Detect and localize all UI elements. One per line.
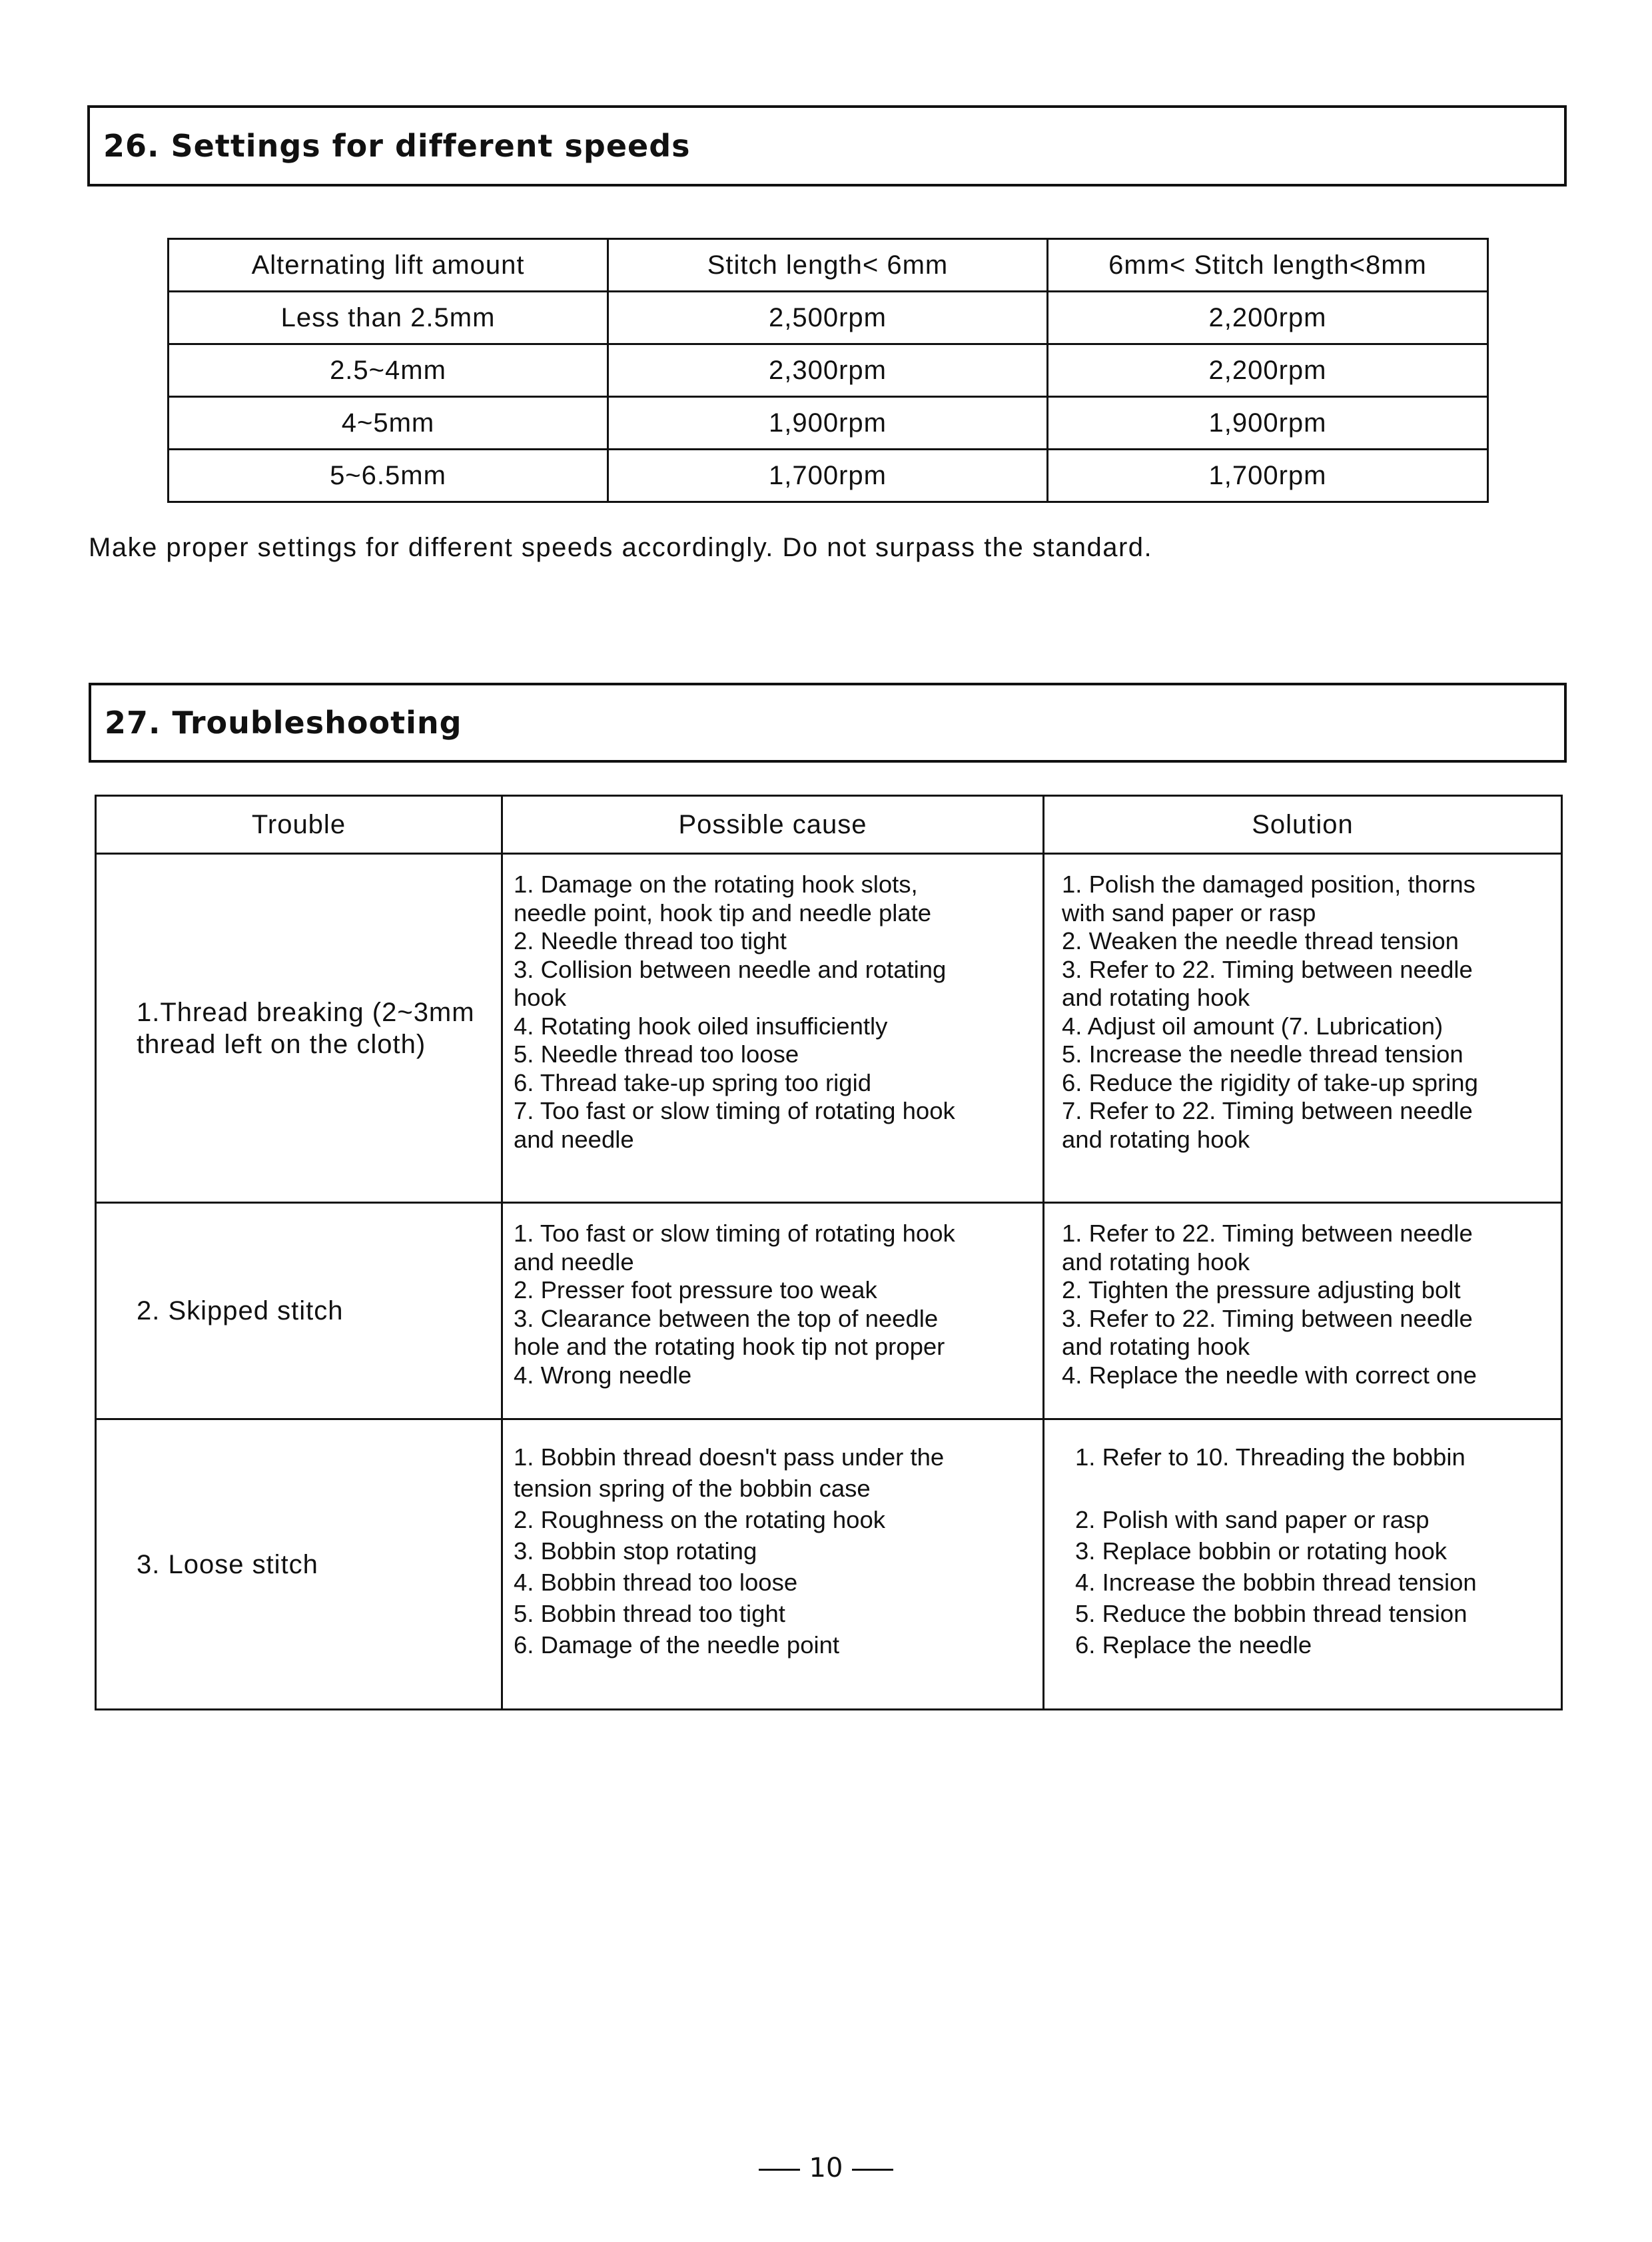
cell-line: and needle (514, 1125, 634, 1153)
cell-line: and rotating hook (1062, 1125, 1250, 1153)
lift-amount-cell: 5~6.5mm (169, 450, 608, 502)
cell-line: 2. Weaken the needle thread tension (1062, 927, 1459, 954)
cell-line (1075, 1473, 1554, 1504)
table-row (169, 344, 1488, 397)
cell-line: and needle (514, 1248, 634, 1276)
speed-cell: 1,900rpm (1048, 397, 1488, 450)
lift-amount-cell: Less than 2.5mm (169, 292, 608, 344)
cell-line: 2. Needle thread too tight (514, 927, 787, 954)
cell-line: hole and the rotating hook tip not proper (514, 1333, 945, 1360)
cell-line: and rotating hook (1062, 984, 1250, 1011)
cell-line: 3. Bobbin stop rotating (514, 1537, 757, 1565)
table-row (169, 397, 1488, 450)
cause-cell (502, 1419, 1044, 1710)
cell-line: 3. Collision between needle and rotating (514, 955, 947, 983)
trouble-cell (96, 1203, 502, 1419)
cell-line: 5. Needle thread too loose (514, 1040, 799, 1068)
cell-line: 7. Too fast or slow timing of rotating hook (514, 1097, 955, 1124)
cell-line: 3. Replace bobbin or rotating hook (1075, 1537, 1447, 1565)
cell-line: with sand paper or rasp (1062, 899, 1316, 927)
header-solution: Solution (1044, 796, 1562, 854)
cell-line: 1. Damage on the rotating hook slots, (514, 871, 918, 898)
cell-line: 4. Rotating hook oiled insufficiently (514, 1012, 888, 1040)
header-stitch-under-6mm: Stitch length< 6mm (608, 239, 1048, 292)
section-26-title: 26. Settings for different speeds (103, 128, 691, 164)
cell-line: 5. Reduce the bobbin thread tension (1075, 1600, 1467, 1627)
cell-line: and rotating hook (1062, 1333, 1250, 1360)
cell-line: 2. Presser foot pressure too weak (514, 1276, 877, 1304)
header-lift-amount: Alternating lift amount (169, 239, 608, 292)
section-27-title: 27. Troubleshooting (105, 705, 462, 741)
cause-cell (502, 1203, 1044, 1419)
cell-line: tension spring of the bobbin case (514, 1475, 871, 1502)
footer-dash-left (759, 2169, 800, 2171)
speed-cell: 1,900rpm (608, 397, 1048, 450)
cell-line: 4. Wrong needle (514, 1361, 692, 1389)
cell-line: 5. Increase the needle thread tension (1062, 1040, 1463, 1068)
cell-line: 1.Thread breaking (2~3mm (137, 997, 475, 1027)
trouble-cell (96, 854, 502, 1203)
cell-line: 1. Refer to 22. Timing between needle (1062, 1220, 1473, 1247)
speed-cell: 1,700rpm (608, 450, 1048, 502)
cell-line: 6. Thread take-up spring too rigid (514, 1068, 872, 1096)
page-footer (0, 2153, 1652, 2183)
cell-line: hook (514, 984, 567, 1011)
cell-line: and rotating hook (1062, 1248, 1250, 1276)
troubleshooting-header-row (96, 796, 1562, 854)
page-number: 10 (809, 2153, 843, 2183)
cell-line: 4. Replace the needle with correct one (1062, 1361, 1477, 1389)
trouble-cell (96, 1419, 502, 1710)
cell-line: 1. Too fast or slow timing of rotating hook (514, 1220, 955, 1247)
troubleshooting-table (95, 795, 1563, 1710)
lift-amount-cell: 2.5~4mm (169, 344, 608, 397)
speed-settings-note: Make proper settings for different speeds accordingly. Do not surpass the standard. (89, 533, 1153, 562)
cell-line: needle point, hook tip and needle plate (514, 899, 932, 927)
cell-line: 4. Bobbin thread too loose (514, 1569, 798, 1596)
cell-line: 1. Polish the damaged position, thorns (1062, 871, 1475, 898)
table-row (96, 1203, 1562, 1419)
cell-line: 3. Clearance between the top of needle (514, 1304, 939, 1332)
cell-line: 2. Tighten the pressure adjusting bolt (1062, 1276, 1461, 1304)
cell-line: 6. Reduce the rigidity of take-up spring (1062, 1068, 1478, 1096)
cell-line: 2. Roughness on the rotating hook (514, 1506, 886, 1533)
header-trouble: Trouble (96, 796, 502, 854)
cell-line: 5. Bobbin thread too tight (514, 1600, 785, 1627)
speed-settings-table (167, 238, 1489, 503)
cell-line: 3. Refer to 22. Timing between needle (1062, 1304, 1473, 1332)
solution-cell (1044, 1419, 1562, 1710)
solution-cell (1044, 1203, 1562, 1419)
cell-line: 1. Bobbin thread doesn't pass under the (514, 1443, 945, 1471)
section-27-header (89, 683, 1567, 763)
cell-line: thread left on the cloth) (137, 1029, 426, 1059)
cell-line: 2. Skipped stitch (137, 1296, 344, 1325)
header-possible-cause: Possible cause (502, 796, 1044, 854)
table-row (169, 450, 1488, 502)
cell-line: 3. Refer to 22. Timing between needle (1062, 955, 1473, 983)
cell-line: 1. Refer to 10. Threading the bobbin (1075, 1443, 1465, 1471)
cell-line: 2. Polish with sand paper or rasp (1075, 1506, 1430, 1533)
section-26-header (87, 105, 1567, 187)
speed-cell: 2,500rpm (608, 292, 1048, 344)
speed-table-header-row (169, 239, 1488, 292)
speed-cell: 2,300rpm (608, 344, 1048, 397)
speed-cell: 2,200rpm (1048, 344, 1488, 397)
cell-line: 4. Increase the bobbin thread tension (1075, 1569, 1477, 1596)
cell-line: 6. Damage of the needle point (514, 1631, 840, 1659)
speed-cell: 2,200rpm (1048, 292, 1488, 344)
lift-amount-cell: 4~5mm (169, 397, 608, 450)
solution-cell (1044, 854, 1562, 1203)
cell-line: 3. Loose stitch (137, 1549, 318, 1579)
table-row (169, 292, 1488, 344)
cell-line: 7. Refer to 22. Timing between needle (1062, 1097, 1473, 1124)
header-stitch-6-8mm: 6mm< Stitch length<8mm (1048, 239, 1488, 292)
speed-cell: 1,700rpm (1048, 450, 1488, 502)
cell-line: 6. Replace the needle (1075, 1631, 1312, 1659)
footer-dash-right (852, 2169, 893, 2171)
table-row (96, 854, 1562, 1203)
cell-line: 4. Adjust oil amount (7. Lubrication) (1062, 1012, 1444, 1040)
cause-cell (502, 854, 1044, 1203)
table-row (96, 1419, 1562, 1710)
